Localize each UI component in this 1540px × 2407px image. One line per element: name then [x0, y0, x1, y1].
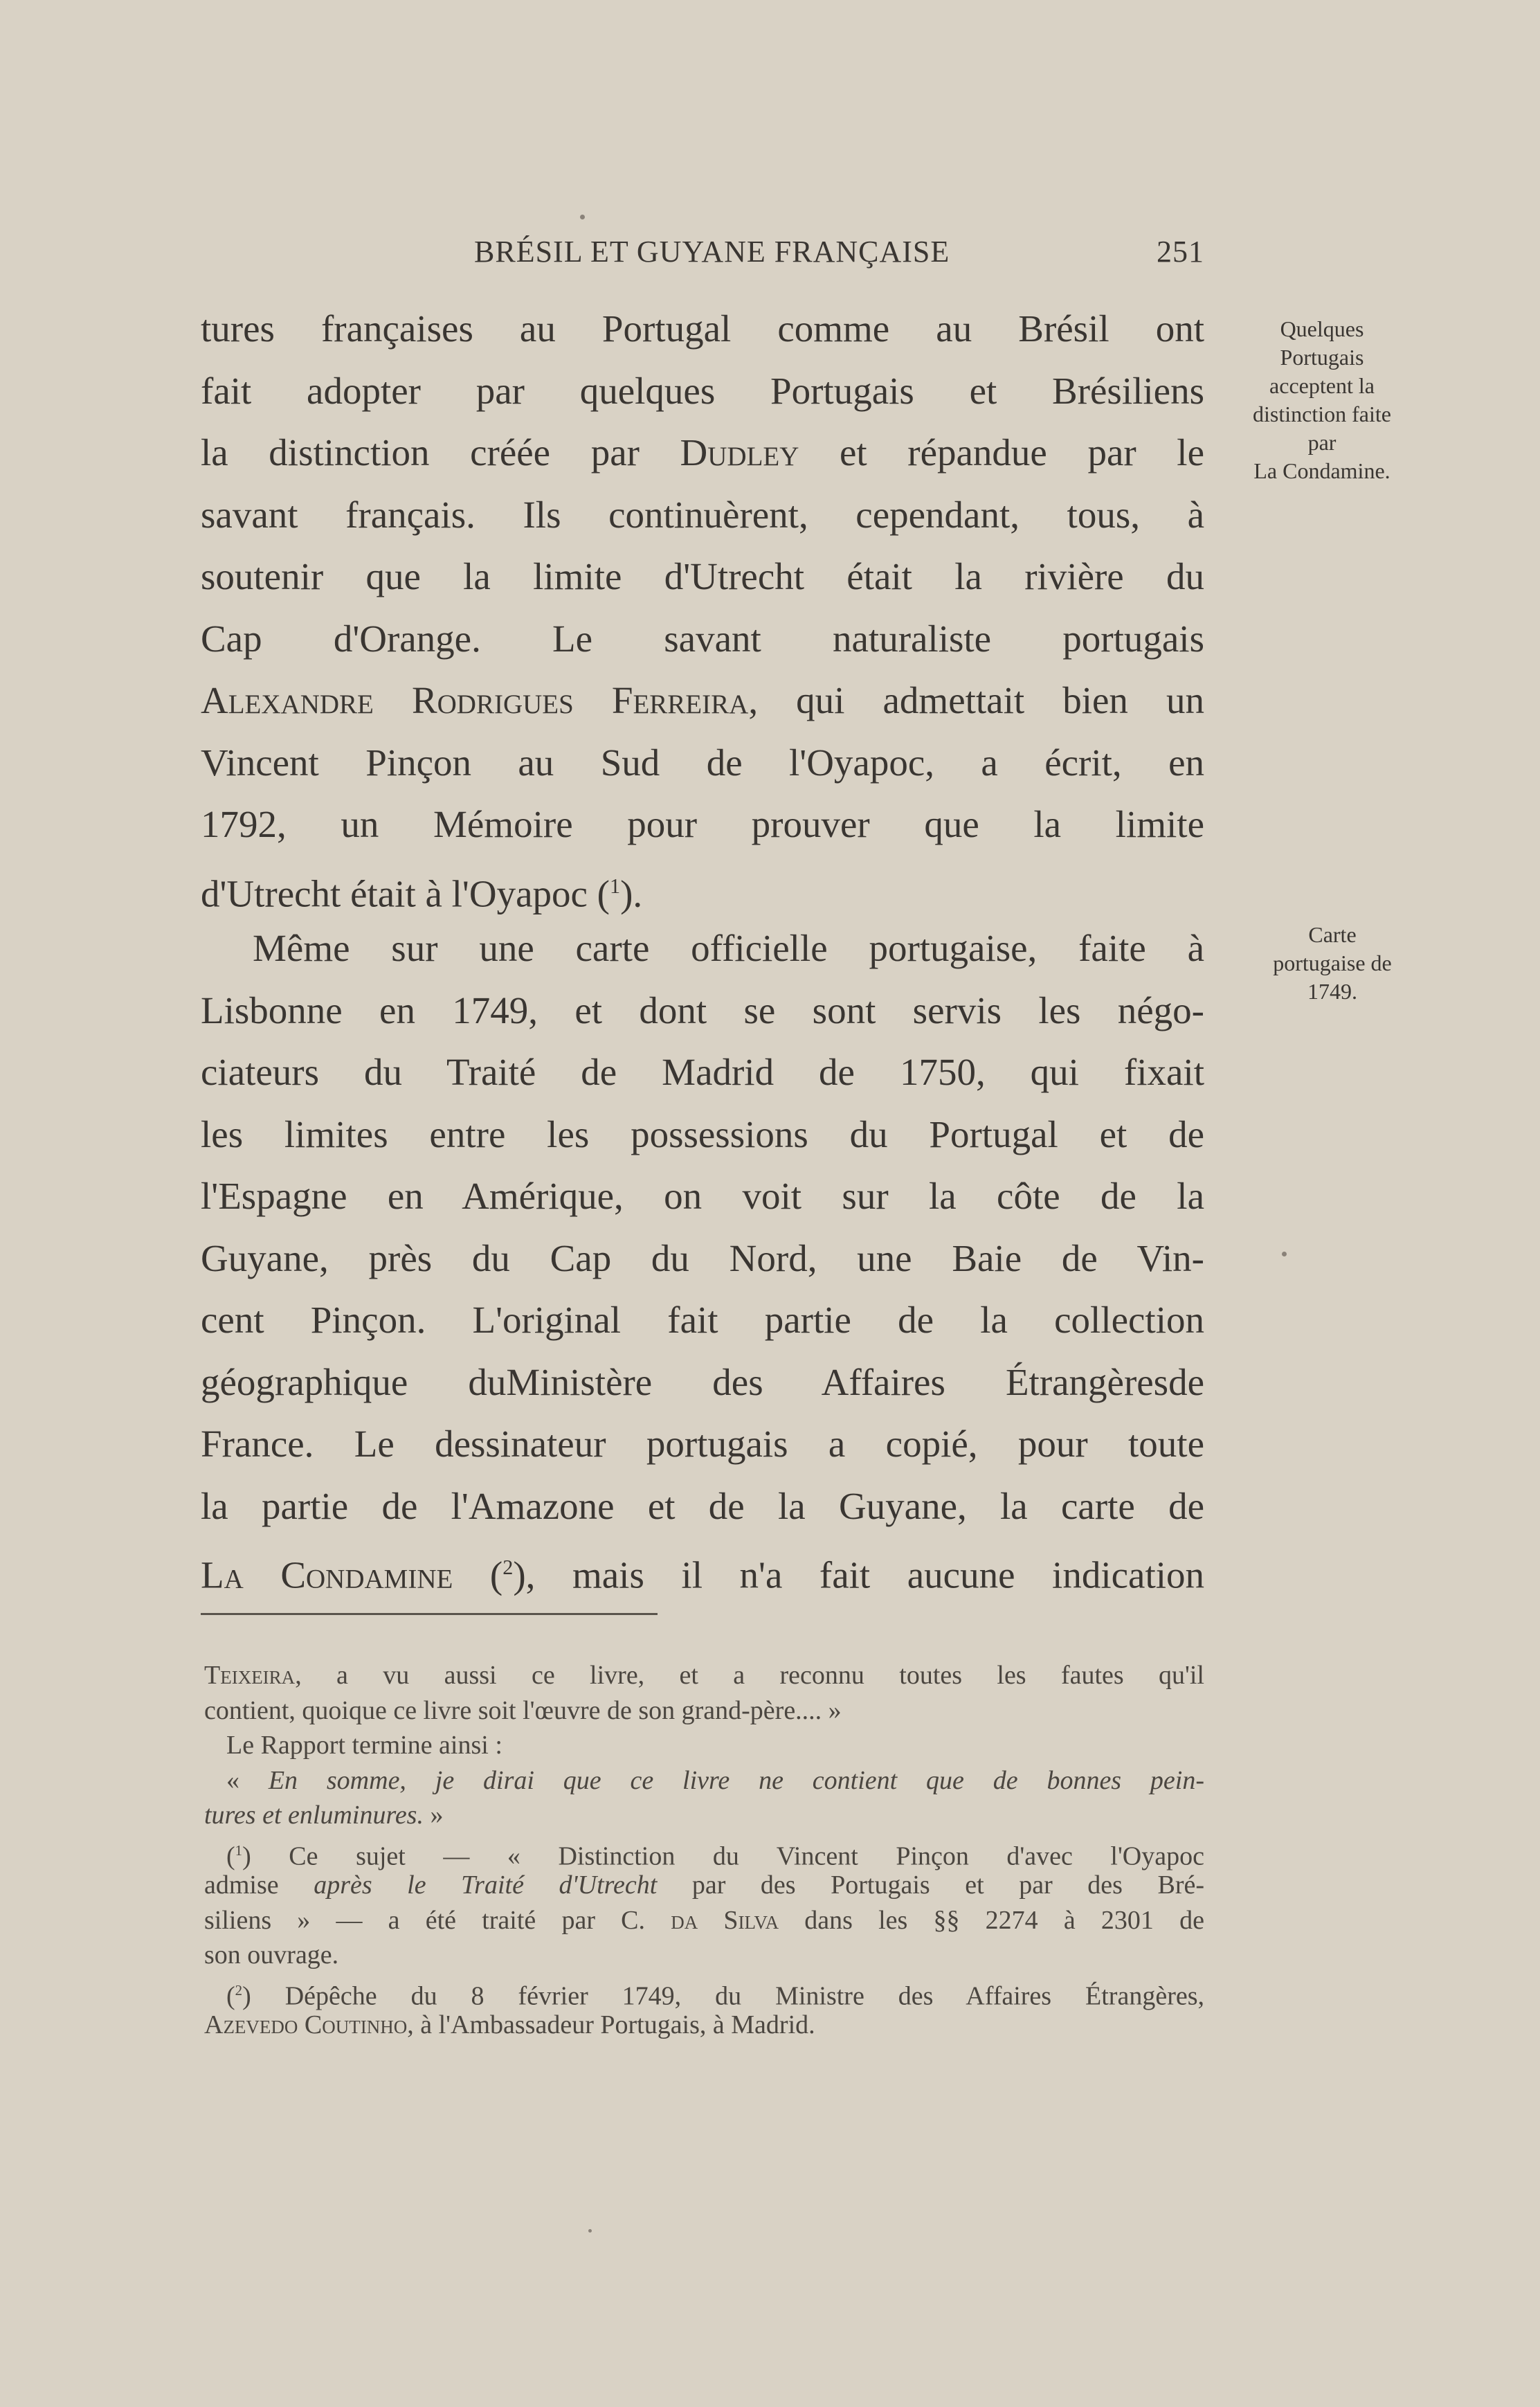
person-name: Azevedo Coutinho: [204, 2010, 408, 2039]
footnote-line: « En somme, je dirai que ce livre ne contient que de bonnes pein-: [226, 1765, 1205, 1795]
footnote-line: admise après le Traité d'Utrecht par des Portugais et par des Bré-: [204, 1870, 1205, 1900]
margin-note: Carte portugaise de 1749.: [1273, 922, 1392, 1004]
footnote-ref: 1: [609, 874, 621, 898]
margin-note: Quelques Portugais acceptent la distinction faite par La Condamine.: [1253, 316, 1391, 483]
text-line: les limites entre les possessions du Portugal et de: [201, 1112, 1204, 1155]
text-line: savant français. Ils continuèrent, cependant, tous, à: [201, 493, 1204, 536]
footnote-line: tures et enluminures. »: [204, 1801, 444, 1830]
text-line: Alexandre Rodrigues Ferreira, qui admettait bien un: [201, 679, 1204, 721]
person-name: Dudley: [680, 431, 799, 474]
footnote-line: siliens » — a été traité par C. da Silva dans les §§ 2274 à 2301 de: [204, 1905, 1204, 1935]
text-line: cent Pinçon. L'original fait partie de la collection: [201, 1299, 1204, 1341]
text-line: géographique duMinistère des Affaires Étrangèresde: [201, 1360, 1204, 1403]
person-name: da Silva: [671, 1905, 779, 1935]
text-line: tures françaises au Portugal comme au Brésil ont: [201, 307, 1204, 350]
footnote-line: ($^1$) Ce sujet — « Distinction du Vincent Pinçon d'avec l'Oyapoc: [226, 1841, 1204, 1871]
ink-speck: [588, 2229, 592, 2233]
footnote-line: Teixeira, a vu aussi ce livre, et a reconnu toutes les fautes qu'il: [204, 1661, 1204, 1690]
footnote-line: Azevedo Coutinho, à l'Ambassadeur Portugais, à Madrid.: [204, 2010, 815, 2039]
text-line: Guyane, près du Cap du Nord, une Baie de Vin-: [201, 1236, 1204, 1279]
text-line: d'Utrecht était à l'Oyapoc ($^1$).: [201, 872, 643, 914]
text-line: France. Le dessinateur portugais a copié, pour toute: [201, 1423, 1204, 1465]
text-line: 1792, un Mémoire pour prouver que la limite: [201, 803, 1204, 845]
footnote-line: Le Rapport termine ainsi :: [226, 1731, 502, 1760]
text-line: La Condamine ($^2$), mais il n'a fait aucune indication: [201, 1553, 1205, 1596]
text-line: la distinction créée par Dudley et répandue par le: [201, 431, 1204, 474]
footnotes: [204, 1658, 1204, 2043]
text-line: Même sur une carte officielle portugaise, faite à: [253, 927, 1204, 969]
ink-speck: [1282, 1252, 1287, 1256]
page-number: 251: [1157, 235, 1204, 269]
footnote-line: ($^2$) Dépêche du 8 février 1749, du Ministre des Affaires Étrangères,: [226, 1981, 1204, 2011]
text-line: Lisbonne en 1749, et dont se sont servis les négo-: [201, 989, 1204, 1031]
footnote-ref: 2: [502, 1556, 514, 1579]
text-line: Vincent Pinçon au Sud de l'Oyapoc, a écrit, en: [201, 741, 1204, 784]
main-text: [201, 298, 1204, 1599]
ink-speck: [580, 215, 585, 219]
text-line: l'Espagne en Amérique, on voit sur la côte de la: [201, 1175, 1204, 1217]
text-line: fait adopter par quelques Portugais et Brésiliens: [201, 369, 1204, 412]
text-line: Cap d'Orange. Le savant naturaliste portugais: [201, 617, 1204, 660]
person-name: Teixeira: [204, 1661, 296, 1690]
person-name: Alexandre Rodrigues Ferreira: [201, 679, 749, 721]
running-title: BRÉSIL ET GUYANE FRANÇAISE: [474, 235, 950, 269]
footnote-line: son ouvrage.: [204, 1940, 339, 1969]
text-line: la partie de l'Amazone et de la Guyane, la carte de: [201, 1484, 1204, 1527]
running-head: [201, 234, 1204, 282]
text-line: soutenir que la limite d'Utrecht était la rivière du: [201, 555, 1204, 597]
footnote-rule: [201, 1613, 658, 1615]
footnote-line: contient, quoique ce livre soit l'œuvre de son grand-père.... »: [204, 1695, 842, 1725]
person-name: La Condamine: [201, 1553, 453, 1596]
text-line: ciateurs du Traité de Madrid de 1750, qui fixait: [201, 1051, 1204, 1093]
